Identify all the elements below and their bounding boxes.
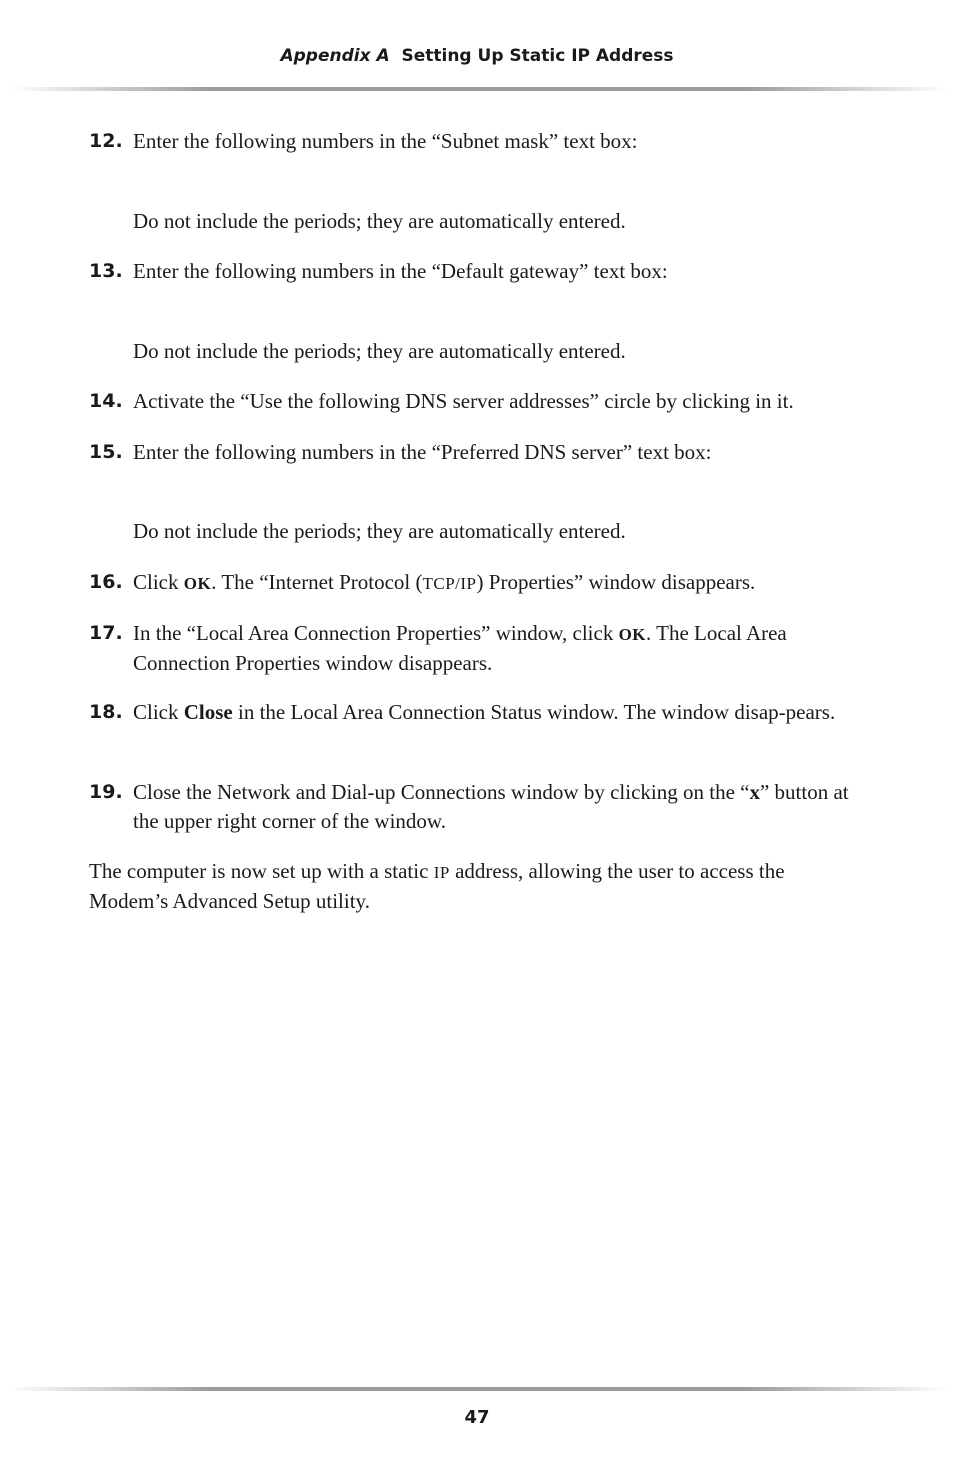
text-run: ” button at the upper right corner of the window.	[133, 780, 849, 833]
footer-divider	[8, 1387, 948, 1391]
step-number: 17.	[89, 622, 123, 644]
step-14	[89, 387, 869, 416]
step-17	[89, 619, 869, 678]
ip-label: IP	[433, 863, 450, 882]
x-label: x	[749, 780, 760, 804]
text-run: Close the Network and Dial-up Connections window by clicking on the “	[133, 780, 750, 804]
step-13-note: Do not include the periods; they are automatically entered.	[133, 339, 626, 363]
step-text: Enter the following numbers in the “Subnet mask” text box:	[133, 129, 638, 153]
step-number: 14.	[89, 390, 123, 412]
step-number: 15.	[89, 441, 123, 463]
step-text	[133, 778, 869, 836]
page-number: 47	[464, 1407, 490, 1428]
step-text	[133, 698, 869, 727]
text-run: ) Properties” window disappears.	[476, 570, 756, 594]
step-number: 16.	[89, 571, 123, 593]
step-text: Enter the following numbers in the “Default gateway” text box:	[133, 259, 668, 283]
step-15-note: Do not include the periods; they are automatically entered.	[133, 519, 626, 543]
step-19	[89, 778, 869, 836]
header-divider	[8, 87, 948, 91]
step-text	[133, 619, 869, 678]
text-run: address, allowing the user to access the Modem’s Advanced Setup utility.	[89, 859, 785, 913]
text-run: In the “Local Area Connection Properties” window, click	[133, 621, 619, 645]
ok-label: OK	[618, 625, 647, 644]
text-run: . The “Internet Protocol (	[211, 570, 423, 594]
step-text: Enter the following numbers in the “Preferred DNS server” text box:	[133, 440, 712, 464]
text-run: . The Local Area Connection Properties window disappears.	[133, 621, 787, 675]
step-number: 19.	[89, 781, 123, 803]
step-15	[89, 438, 869, 467]
step-text: Activate the “Use the following DNS server addresses” circle by clicking in it.	[133, 389, 794, 413]
step-number: 12.	[89, 130, 123, 152]
step-number: 13.	[89, 260, 123, 282]
step-text	[133, 568, 869, 598]
text-run: The computer is now set up with a static	[89, 859, 434, 883]
step-16	[89, 568, 869, 598]
ok-label: OK	[183, 574, 212, 593]
header-title: Setting Up Static IP Address	[401, 46, 674, 66]
step-13	[89, 257, 869, 286]
text-run: Click	[133, 700, 184, 724]
page-header	[0, 46, 954, 66]
step-12-note: Do not include the periods; they are automatically entered.	[133, 209, 626, 233]
tcpip-label: TCP/IP	[422, 574, 477, 593]
appendix-label: Appendix A	[280, 46, 390, 66]
step-number: 18.	[89, 701, 123, 723]
close-label: Close	[183, 700, 233, 724]
closing-paragraph	[89, 857, 869, 916]
step-18	[89, 698, 869, 727]
text-run: in the Local Area Connection Status window. The window disap-pears.	[232, 700, 836, 724]
text-run: Click	[133, 570, 184, 594]
step-12	[89, 127, 869, 156]
